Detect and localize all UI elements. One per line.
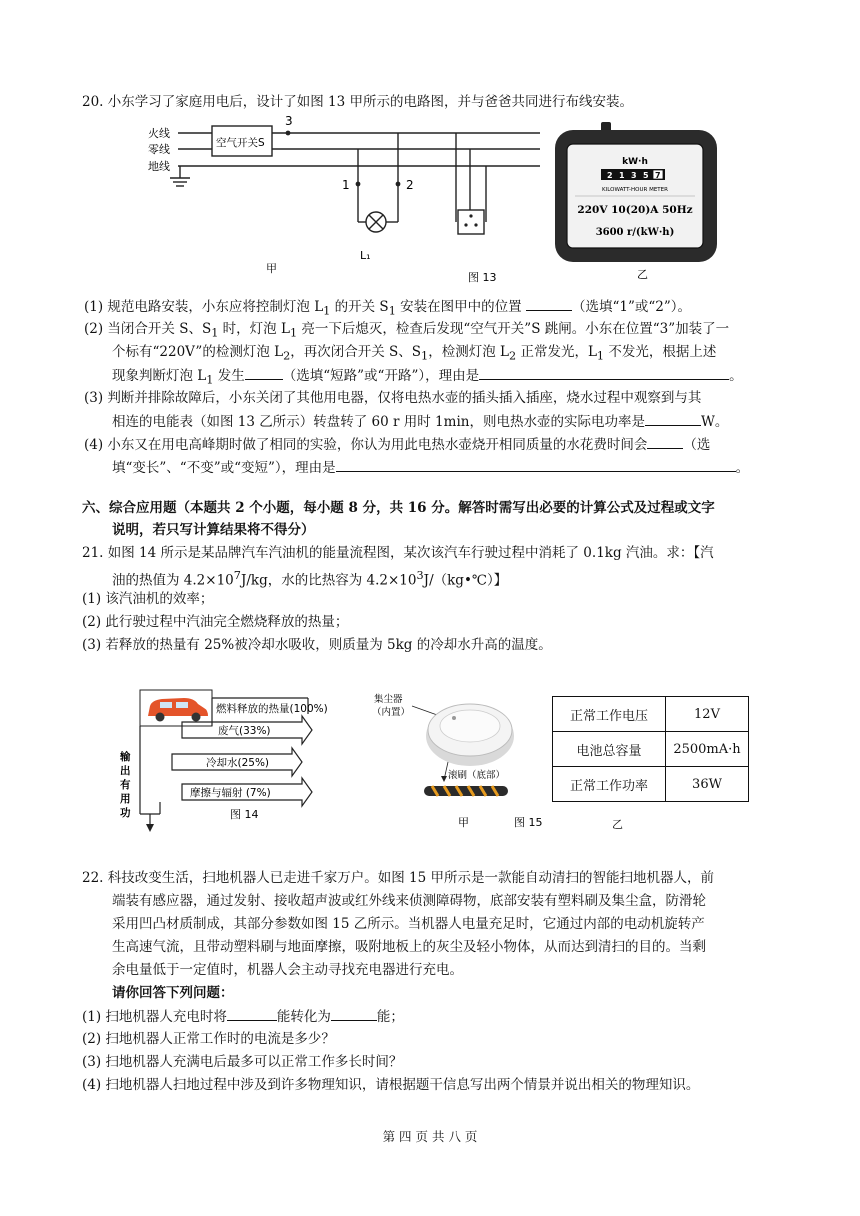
- answer-blank[interactable]: [647, 434, 683, 449]
- meter-rating: 220V 10(20)A 50Hz: [577, 204, 693, 216]
- meter-constant: 3600 r/(kW·h): [595, 227, 675, 238]
- q21-stem-cont: 油的热值为 $4.2\times 10^7J/kg$，水的比热容为 $4.2\times 10^3J/(kg•℃)$】: [112, 569, 508, 589]
- fuel-heat-label: 燃料释放的热量(100%): [216, 703, 328, 715]
- answer-blank[interactable]: [645, 411, 701, 426]
- q20-part1: (1) 规范电路安装，小东应将控制灯泡 $L_1$ 的开关 $S_1$ 安装在图甲中的位置 （选填“1”或“2”）。: [84, 296, 691, 322]
- param-name: 正常工作功率: [553, 767, 666, 802]
- fig13-jia-caption: 甲: [266, 262, 277, 275]
- neutral-wire-label: 零线: [148, 143, 170, 156]
- q20-part3-line1: (3) 判断并排除故障后，小东关闭了其他用电器，仅将电热水壶的插头插入插座，烧水过程中观察到与其: [84, 390, 702, 406]
- q22-stem-5: 余电量低于一定值时，机器人会主动寻找充电器进行充电。: [112, 962, 463, 978]
- q20-part3-line2: 相连的电能表（如图 13 乙所示）转盘转了 60 r 用时 1min，则电热水壶的实际电功率是 W。: [112, 411, 728, 432]
- table-row: [553, 697, 749, 732]
- answer-blank[interactable]: [227, 1006, 277, 1021]
- param-name: 正常工作电压: [553, 697, 666, 732]
- meter-digit-3: 3: [631, 171, 637, 180]
- output-char-1: 输: [120, 751, 131, 763]
- fig13-circuit: [130, 112, 550, 287]
- q22-part4: (4) 扫地机器人扫地过程中涉及到许多物理知识，请根据题干信息写出两个情景并说出相关的物理知识。: [82, 1077, 700, 1093]
- section6-heading-cont: 说明，若只写计算结果将不得分）: [112, 522, 315, 538]
- param-value: 2500mA·h: [666, 732, 749, 767]
- q20-part4-line2: 填“变长”、“不变”或“变短”），理由是 。: [112, 457, 749, 478]
- roller-brush-icon: [424, 786, 508, 796]
- robot-vacuum-icon: [426, 704, 514, 766]
- cooling-water-label: 冷却水(25%): [206, 757, 270, 769]
- table-row: [553, 767, 749, 802]
- q21-part1: (1) 该汽油机的效率；: [82, 591, 214, 607]
- q22-stem-2: 端装有感应器，通过发射、接收超声波或红外线来侦测障碍物，底部安装有塑料刷及集尘盒，防滑轮: [112, 893, 706, 909]
- position-1-label: 1: [342, 178, 350, 192]
- q21-part3: (3) 若释放的热量有 25%被冷却水吸收，则质量为 5kg 的冷却水升高的温度。: [82, 637, 552, 653]
- q22-stem-1: 22. 科技改变生活，扫地机器人已走进千家万户。如图 15 甲所示是一款能自动清扫的智能扫地机器人，前: [82, 870, 715, 886]
- q20-stem: 20. 小东学习了家庭用电后，设计了如图 13 甲所示的电路图，并与爸爸共同进行布线安装。: [82, 94, 634, 110]
- roller-brush-label: 滚刷（底部）: [448, 770, 506, 781]
- exhaust-label: 废气(33%): [218, 725, 271, 737]
- output-char-3: 有: [120, 779, 131, 791]
- electric-meter: [553, 118, 721, 288]
- param-name: 电池总容量: [553, 732, 666, 767]
- dust-box-label: 集尘器: [374, 694, 403, 705]
- output-char-4: 用: [120, 793, 131, 805]
- answer-blank[interactable]: [336, 457, 736, 472]
- q20-part4-line1: (4) 小东又在用电高峰期时做了相同的实验，你认为用此电热水壶烧开相同质量的水花费时间会 （选: [84, 434, 710, 455]
- section6-heading: 六、综合应用题（本题共 2 个小题，每小题 8 分，共 16 分。解答时需写出必要的计算公式及过程或文字: [82, 500, 715, 516]
- fig14-energy-flow: [108, 684, 350, 834]
- page-footer: 第 四 页 共 八 页: [382, 1129, 478, 1144]
- q21-part2: (2) 此行驶过程中汽油完全燃烧释放的热量；: [82, 614, 349, 630]
- meter-unit: kW·h: [622, 157, 648, 167]
- q22-part3: (3) 扫地机器人充满电后最多可以正常工作多长时间？: [82, 1054, 403, 1070]
- q22-stem-3: 采用凹凸材质制成，其部分参数如图 15 乙所示。当机器人电量充足时，它通过内部的电动机旋转产: [112, 916, 705, 932]
- q22-prompt: 请你回答下列问题：: [112, 985, 234, 1001]
- param-value: 12V: [666, 697, 749, 732]
- q22-part1: (1) 扫地机器人充电时将 能转化为 能；: [82, 1006, 404, 1027]
- dust-box-sub-label: （内置）: [372, 707, 411, 718]
- output-char-2: 出: [120, 765, 131, 777]
- meter-digit-5: 7: [655, 171, 661, 180]
- robot-params-table: [552, 696, 749, 802]
- fig13-yi-caption: 乙: [637, 268, 648, 281]
- meter-digit-4: 5: [643, 171, 649, 180]
- answer-blank[interactable]: [245, 365, 283, 380]
- param-value: 36W: [666, 767, 749, 802]
- fig13-caption: 图 13: [468, 271, 497, 284]
- meter-digit-1: 2: [607, 171, 613, 180]
- meter-digit-2: 1: [619, 171, 625, 180]
- ground-wire-label: 地线: [148, 160, 170, 173]
- q20-part2-line2: 个标有“220V”的检测灯泡 $L_2$，再次闭合开关 S、$S_1$，检测灯泡 $L_2$ 正常发光，$L_1$ 不发光，根据上述: [112, 344, 717, 363]
- answer-blank[interactable]: [526, 296, 572, 311]
- car-icon: [140, 690, 212, 726]
- q20-part2-line3: 现象判断灯泡 $L_1$ 发生 （选填“短路”或“开路”），理由是 。: [112, 365, 743, 391]
- position-2-label: 2: [406, 178, 414, 192]
- q22-part2: (2) 扫地机器人正常工作时的电流是多少？: [82, 1031, 335, 1047]
- fire-wire-label: 火线: [148, 127, 170, 140]
- friction-label: 摩擦与辐射 (7%): [190, 787, 271, 799]
- fig15-caption: 图 15: [514, 816, 543, 829]
- meter-name: KILOWATT-HOUR METER: [602, 187, 668, 193]
- fig15-yi-caption: 乙: [612, 818, 623, 831]
- q22-stem-4: 生高速气流，且带动塑料刷与地面摩擦，吸附地板上的灰尘及轻小物体，从而达到清扫的目的。当剩: [112, 939, 706, 955]
- fig15-jia-caption: 甲: [458, 816, 469, 829]
- position-3-label: 3: [285, 114, 293, 128]
- answer-blank[interactable]: [479, 365, 729, 380]
- air-switch-label: 空气开关S: [216, 137, 265, 149]
- q20-part2-line1: (2) 当闭合开关 S、$S_1$ 时，灯泡 $L_1$ 亮一下后熄灭，检查后发现“空气开关”S 跳闸。小东在位置“3”加装了一: [84, 321, 730, 340]
- q21-stem: 21. 如图 14 所示是某品牌汽车汽油机的能量流程图，某次该汽车行驶过程中消耗了 0.1kg 汽油。求：【汽: [82, 545, 714, 561]
- fig15-robot: [368, 690, 548, 830]
- output-char-5: 功: [120, 807, 131, 819]
- table-row: [553, 732, 749, 767]
- lamp-l1-label: L₁: [360, 249, 371, 262]
- fig14-caption: 图 14: [230, 808, 259, 821]
- answer-blank[interactable]: [331, 1006, 377, 1021]
